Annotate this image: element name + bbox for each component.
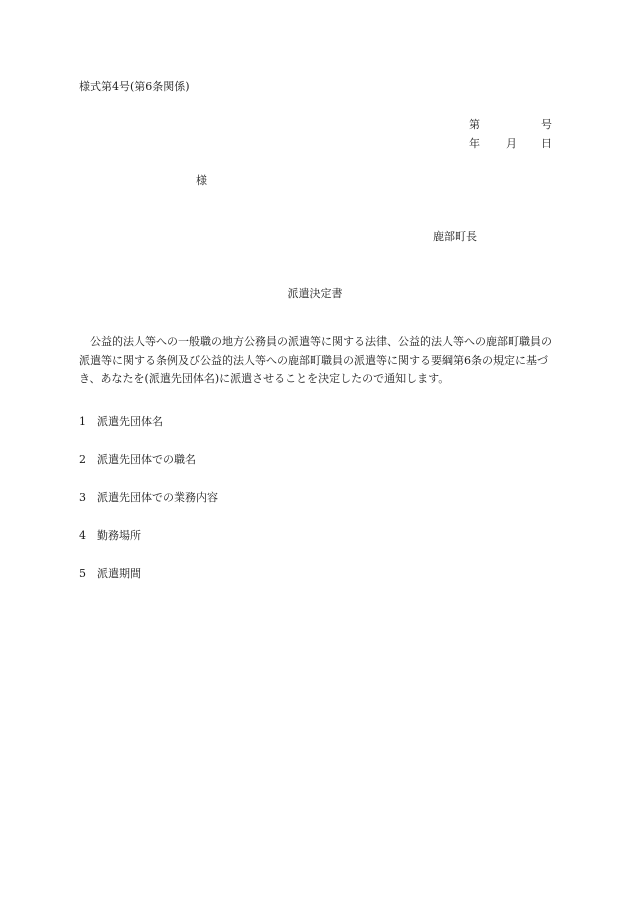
document-title: 派遣決定書 — [287, 287, 343, 300]
item-list — [79, 416, 218, 606]
list-item — [79, 416, 218, 454]
body-paragraph: 公益的法人等への一般職の地方公務員の派遣等に関する法律、公益的法人等への鹿部町職員の派遣等に関する条例及び公益的法人等への鹿部町職員の派遣等に関する要綱第6条の規定に基づき、あなたを(派遣先団体名)に派遣させることを決定したので通知します。 — [79, 335, 552, 385]
document-number-line — [469, 119, 552, 133]
date-month: 月 — [506, 137, 517, 150]
item-label: 派遣先団体での業務内容 — [97, 491, 218, 504]
number-prefix: 第 — [469, 118, 480, 131]
addressee-suffix: 様 — [196, 174, 207, 187]
list-item — [79, 454, 218, 492]
item-label: 派遣先団体名 — [97, 415, 163, 428]
date-line — [469, 138, 552, 152]
list-item — [79, 568, 218, 606]
form-label: 様式第4号(第6条関係) — [79, 80, 190, 93]
item-number: 4 — [79, 529, 86, 542]
list-item — [79, 492, 218, 530]
item-number: 3 — [79, 491, 86, 504]
item-label: 派遣期間 — [97, 567, 141, 580]
item-number: 1 — [79, 415, 86, 428]
item-label: 勤務場所 — [97, 529, 141, 542]
date-day: 日 — [541, 137, 552, 150]
item-label: 派遣先団体での職名 — [97, 453, 196, 466]
sender-name: 鹿部町長 — [433, 230, 477, 243]
list-item — [79, 530, 218, 568]
date-year: 年 — [469, 137, 480, 150]
number-suffix: 号 — [541, 118, 552, 131]
item-number: 5 — [79, 567, 86, 580]
item-number: 2 — [79, 453, 86, 466]
